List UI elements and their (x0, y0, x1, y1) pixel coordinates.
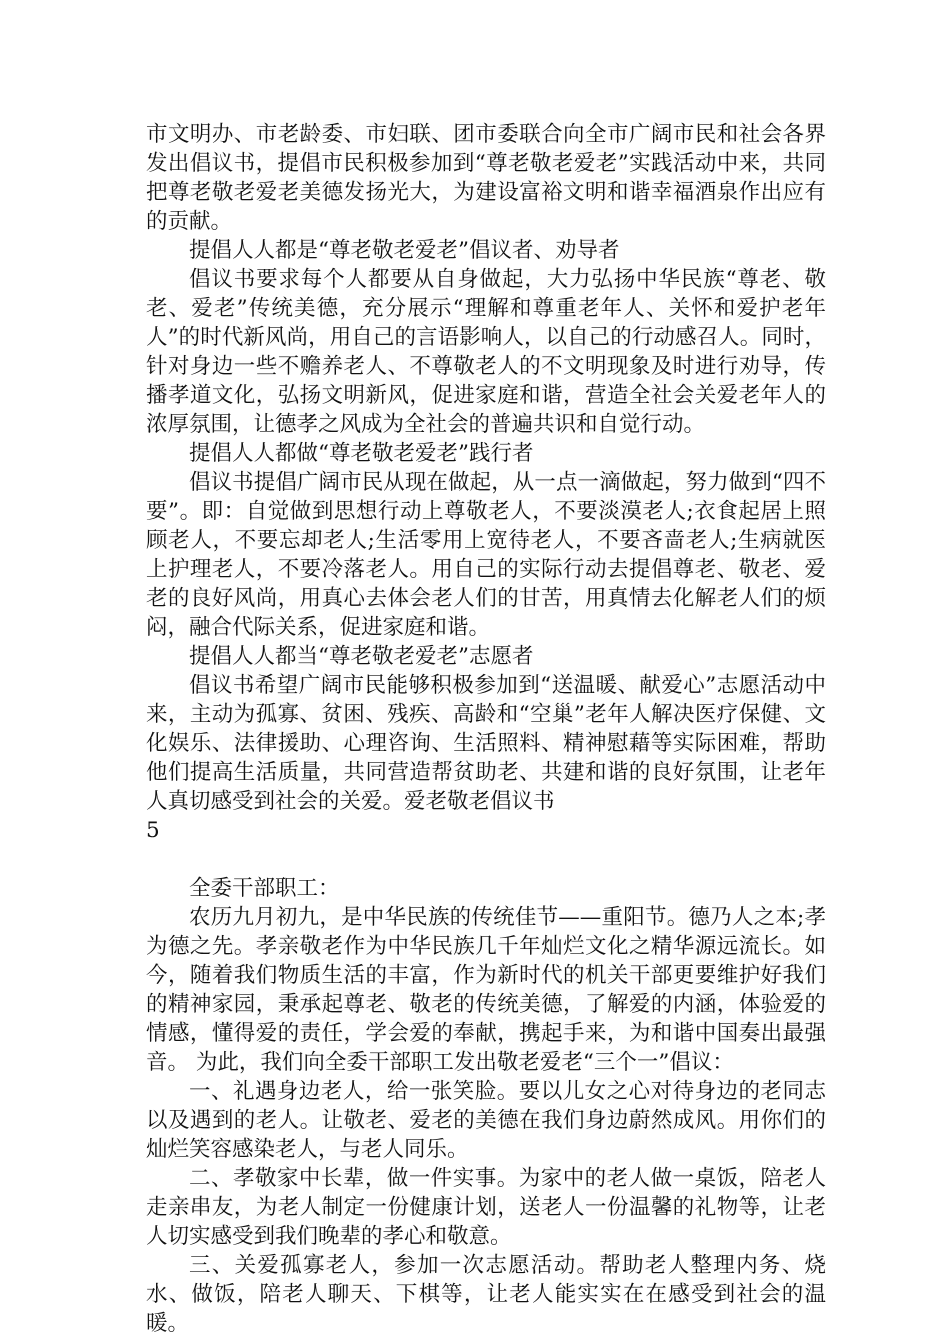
section-heading: 提倡人人都是“尊老敬老爱老”倡议者、劝导者 (189, 238, 620, 263)
paragraph: 倡议书要求每个人都要从自身做起，大力弘扬中华民族“尊老、敬老、爱老”传统美德，充分展示“理解和尊重老年人、关怀和爱护老年人”的时代新风尚，用自己的言语影响人，以自己的行动感召人。同时，针对身边一些不赡养老人、不尊敬老人的不文明现象及时进行劝导，传播孝道文化，弘扬文明新风，促进家庭和谐，营造全社会关爱老年人的浓厚氛围，让德孝之风成为全社会的普遍共识和自觉行动。 (146, 267, 826, 437)
proposal-item: 二、孝敬家中长辈，做一件实事。为家中的老人做一桌饭，陪老人走亲串友，为老人制定一份健康计划，送老人一份温馨的礼物等，让老人切实感受到我们晚辈的孝心和敬意。 (146, 1166, 826, 1249)
page-number: 5 (146, 818, 160, 843)
proposal-item: 一、礼遇身边老人，给一张笑脸。要以儿女之心对待身边的老同志以及遇到的老人。让敬老、爱老的美德在我们身边蔚然成风。用你们的灿烂笑容感染老人，与老人同乐。 (146, 1079, 826, 1162)
document-body (146, 120, 826, 1338)
paragraph: 市文明办、市老龄委、市妇联、团市委联合向全市广阔市民和社会各界发出倡议书，提倡市民积极参加到“尊老敬老爱老”实践活动中来，共同把尊老敬老爱老美德发扬光大，为建设富裕文明和谐幸福酒泉作出应有的贡献。 (146, 122, 826, 234)
paragraph: 倡议书希望广阔市民能够积极参加到“送温暖、献爱心”志愿活动中来，主动为孤寡、贫困、残疾、高龄和“空巢”老年人解决医疗保健、文化娱乐、法律援助、心理咨询、生活照料、精神慰藉等实际困难，帮助他们提高生活质量，共同营造帮贫助老、共建和谐的良好氛围，让老年人真切感受到社会的关爱。爱老敬老倡议书 (146, 673, 826, 814)
blank-line (146, 845, 826, 874)
paragraph: 倡议书提倡广阔市民从现在做起，从一点一滴做起，努力做到“四不要”。即：自觉做到思想行动上尊敬老人，不要淡漠老人;衣食起居上照顾老人，不要忘却老人;生活零用上宽待老人，不要吝啬老人;生病就医上护理老人，不要冷落老人。用自己的实际行动去提倡尊老、敬老、爱老的良好风尚，用真心去体会老人们的甘苦，用真情去化解老人们的烦闷，融合代际关系，促进家庭和谐。 (146, 470, 826, 640)
salutation: 全委干部职工： (189, 876, 340, 901)
section-heading: 提倡人人都做“尊老敬老爱老”践行者 (189, 441, 534, 466)
section-heading: 提倡人人都当“尊老敬老爱老”志愿者 (189, 644, 534, 669)
proposal-item: 三、关爱孤寡老人，参加一次志愿活动。帮助老人整理内务、烧水、做饭，陪老人聊天、下棋等，让老人能实实在在感受到社会的温暖。 (146, 1253, 826, 1336)
paragraph: 农历九月初九，是中华民族的传统佳节——重阳节。德乃人之本;孝为德之先。孝亲敬老作为中华民族几千年灿烂文化之精华源远流长。如今，随着我们物质生活的丰富，作为新时代的机关干部更要维护好我们的精神家园，秉承起尊老、敬老的传统美德，了解爱的内涵，体验爱的情感，懂得爱的责任，学会爱的奉献，携起手来，为和谐中国奏出最强音。 为此，我们向全委干部职工发出敬老爱老“三个一”倡议： (146, 905, 826, 1075)
